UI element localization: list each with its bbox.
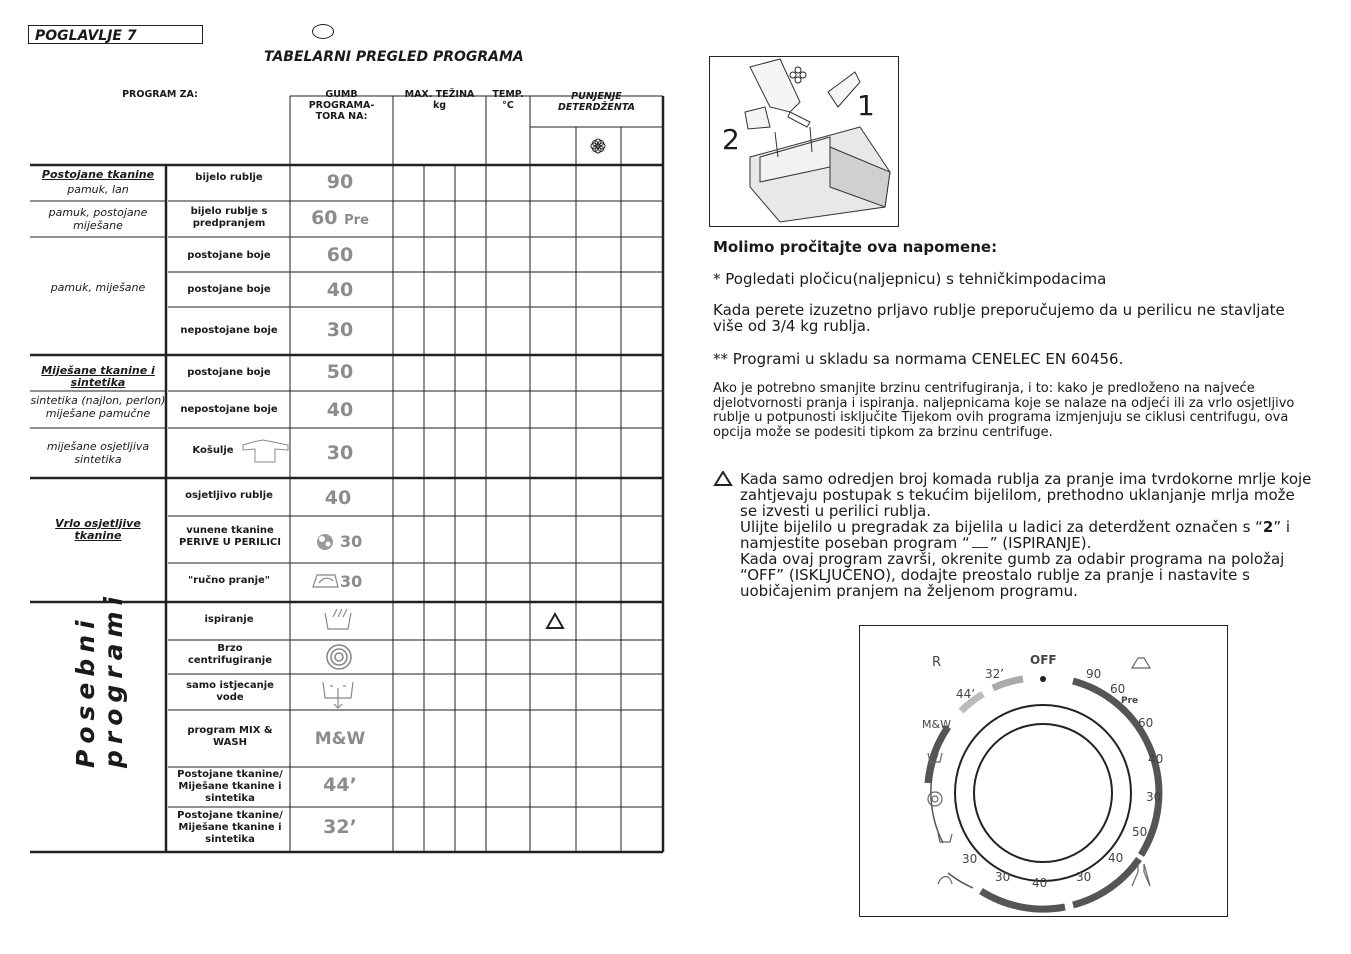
dial-32-label: 32’ — [985, 667, 1005, 681]
sub-osjetljiva: miješane osjetljiva sintetika — [46, 440, 150, 466]
dial-40b-label: 40 — [1108, 851, 1124, 865]
category-vrlo: Vrlo osjetljive tkanine — [55, 517, 141, 542]
knob-value: 32’ — [323, 816, 357, 838]
row-label: bijelo rublje s predpranjem — [190, 206, 268, 229]
knob-value: M&W — [314, 729, 366, 749]
dial-60pre-label: 60 — [1110, 682, 1126, 696]
dial-30a-label: 30 — [1146, 790, 1162, 804]
knob-value: 44’ — [323, 774, 357, 796]
col-knob: GUMB PROGRAMA- TORA NA: — [308, 89, 375, 122]
row-label: Košulje — [192, 445, 234, 456]
warning-block — [713, 471, 1313, 599]
note-1: * Pogledati pločicu(naljepnicu) s tehničkimpodacima — [713, 270, 1107, 288]
drain-icon — [323, 682, 353, 708]
row-label: Brzo centrifugiranje — [187, 643, 273, 666]
row-label: postojane boje — [187, 250, 271, 261]
category-postojane: Postojane tkanine — [41, 168, 155, 181]
knob-value: 60 Pre — [311, 207, 369, 229]
flower-icon — [591, 139, 605, 153]
warning-text-1: Kada samo odredjen broj komada rublja za pranje ima tvrdokorne mrlje koje zahtjevaju postupak s tekućim bijelilom, prethodno uklanjanje mrlja može se izvesti u perilici rublja. — [740, 470, 1312, 520]
row-label: vunene tkanine PERIVE U PERILICI — [179, 525, 281, 548]
row-label: bijelo rublje — [195, 172, 263, 183]
sub-pamuk-mijesane: pamuk, miješane — [50, 281, 146, 294]
sub-pamuk-postojane: pamuk, postojane miješane — [48, 206, 148, 232]
dial-44-label: 44’ — [956, 687, 976, 701]
knob-value: 40 — [324, 487, 352, 509]
knob-value: 60 — [326, 244, 354, 266]
col-weight: MAX. TEŽINA kg — [404, 89, 475, 111]
compartment-label-2: 2 — [722, 123, 740, 156]
wool-icon — [317, 534, 333, 550]
notes-heading: Molimo pročitajte ova napomene: — [713, 238, 998, 256]
spin-icon — [327, 645, 351, 669]
knob-value: 40 — [326, 399, 354, 421]
row-label: "ručno pranje" — [187, 575, 271, 586]
chapter-label: POGLAVLJE 7 — [28, 25, 203, 44]
knob-value: 30 — [340, 572, 363, 591]
dial-30b-label: 30 — [1076, 870, 1092, 884]
knob-value: 90 — [326, 171, 354, 193]
row-label: postojane boje — [187, 284, 271, 295]
sub-sintetika: sintetika (najlon, perlon) miješane pamučne — [30, 394, 166, 420]
leaf-icon — [938, 877, 952, 885]
knob-value: 50 — [326, 361, 354, 383]
row-label: postojane boje — [187, 367, 271, 378]
row-label: osjetljivo rublje — [185, 490, 273, 501]
note-4: Ako je potrebno smanjite brzinu centrifugiranja, i to: kako je predloženo na najveće djelotvornosti pranja i ispiranja. naljepnicama koje se nalaze na odjeći ili za vrlo osjetljivo rublje u potpunosti isključite Tijekom ovih programa izmjenjuju se ciklusi centrifugu, ova opcija može se podesiti tipkom za brzinu centrifuge. — [713, 381, 1295, 440]
program-dial — [860, 626, 1229, 918]
row-label: program MIX & WASH — [187, 725, 273, 748]
dial-pre-label: Pre — [1121, 696, 1139, 706]
warning-text-2: Ulijte bijelilo u pregradak za bijelila u ladici za deterdžent označen s “2” i namjestite poseban program “ ” (ISPIRANJE). — [740, 518, 1291, 552]
dial-30c-label: 30 — [995, 870, 1011, 884]
warning-triangle-icon — [713, 471, 733, 487]
sub-pamuk-lan: pamuk, lan — [67, 183, 129, 196]
dial-50-label: 50 — [1132, 825, 1148, 839]
note-3: ** Programi u skladu sa normama CENELEC EN 60456. — [713, 350, 1124, 368]
table-title: TABELARNI PREGLED PROGRAMA — [264, 49, 524, 65]
warning-text-3: Kada ovaj program završi, okrenite gumb za odabir programa na položaj “OFF” (ISKLJUČENO), dodajte preostalo rublje za pranje i nastavite s uobičajenim pranjem na željenom programu. — [740, 550, 1285, 600]
hand-wash-icon — [313, 575, 338, 587]
detergent-drawer-illustration — [709, 56, 899, 227]
dial-60-label: 60 — [1138, 716, 1154, 730]
dial-30d-label: 30 — [962, 852, 978, 866]
shirt-icon — [243, 440, 288, 462]
program-dial-panel — [859, 625, 1228, 917]
col-temp: TEMP. °C — [492, 89, 524, 111]
col-detergent: PUNJENJE DETERDŽENTA — [558, 91, 635, 113]
knob-value: 30 — [326, 442, 354, 464]
dial-r-label: R — [932, 655, 942, 670]
dial-off-label: OFF — [1030, 653, 1057, 667]
rinse-icon — [325, 609, 351, 629]
row-label: ispiranje — [204, 614, 254, 625]
note-2: Kada perete izuzetno prljavo rublje preporučujemo da u perilicu ne stavljate više od 3/4 kg rublja. — [713, 301, 1285, 335]
dial-40c-label: 40 — [1032, 876, 1048, 890]
col-program: PROGRAM ZA: — [122, 89, 198, 100]
row-label: Postojane tkanine/ Miješane tkanine i sintetika — [177, 810, 283, 845]
spin-icon — [928, 792, 942, 806]
warning-triangle-icon — [547, 614, 563, 628]
cotton-icon — [1132, 658, 1150, 668]
knob-value: 30 — [326, 319, 354, 341]
flower-icon — [788, 65, 808, 85]
knob-value: 30 — [340, 532, 363, 551]
compartment-label-1: 1 — [857, 89, 875, 122]
row-label: nepostojane boje — [180, 325, 278, 336]
dial-40a-label: 40 — [1148, 752, 1164, 766]
category-mijesane: Miješane tkanine i sintetika — [41, 364, 155, 389]
row-label: nepostojane boje — [180, 404, 278, 415]
rinse-icon — [972, 535, 988, 548]
knob-value: 40 — [326, 279, 354, 301]
dial-mw-label: M&W — [922, 718, 951, 731]
row-label: Postojane tkanine/ Miješane tkanine i sintetika — [177, 769, 283, 804]
row-label: samo istjecanje vode — [186, 680, 274, 703]
dial-90-label: 90 — [1086, 667, 1102, 681]
